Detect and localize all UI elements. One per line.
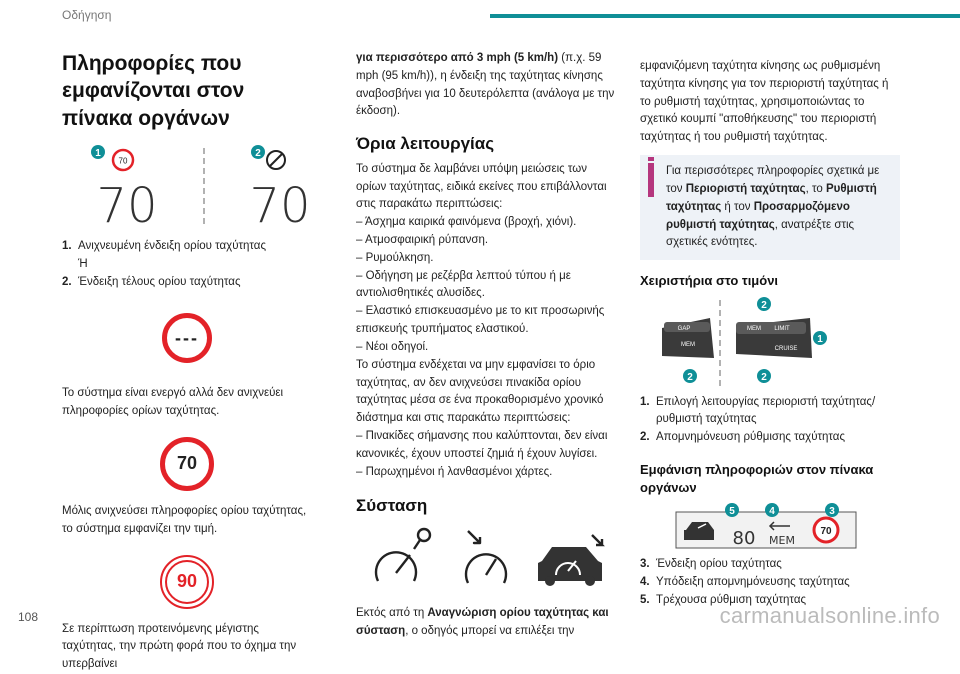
figure-badge-2b: 2 xyxy=(687,371,693,383)
figure-legend: 1. Ανιχνευμένη ένδειξη ορίου ταχύτητας Ή 2. Ένδειξη τέλους ορίου ταχύτητας xyxy=(62,239,266,288)
or-label: Ή xyxy=(78,257,88,270)
speed-limit-display-figure xyxy=(62,140,312,234)
figure-badge-2c: 2 xyxy=(761,371,767,383)
end-of-limit-icon xyxy=(267,151,285,169)
paragraph-displayed-speed: εμφανιζόμενη ταχύτητα κίνησης ως ρυθμισμένη ταχύτητα κίνησης για τον περιοριστή ταχύτητας ή το ρυθμιστή ταχύτητας, χρησιμοποιώντας το σχετικό κουμπί "αποθήκευσης" του περιοριστή ταχύτητας ή του ρυθμιστή ταχύτητας. xyxy=(640,60,889,144)
stalk-mem-right-label: MEM xyxy=(747,325,761,332)
heading-operating-limits: Όρια λειτουργίας xyxy=(356,134,495,154)
display-legend: 3. Ένδειξη ορίου ταχύτητας 4. Υπόδειξη απομνημόνευσης ταχύτητας 5. Τρέχουσα ρύθμιση ταχύτητας xyxy=(640,558,850,606)
paragraph-recommended: Σε περίπτωση προτεινόμενης μέγιστης ταχύτητας, την πρώτη φορά που το όχημα την υπερβαίνει xyxy=(62,622,297,671)
stalk-limit-label: LIMIT xyxy=(774,325,790,332)
speedometer-arrow-icon xyxy=(466,531,506,583)
header-accent-bar xyxy=(490,14,960,18)
speed-sign-dashes-icon: --- xyxy=(162,313,212,363)
figure-badge-2a: 2 xyxy=(761,299,767,311)
stalk-gap-label: GAP xyxy=(677,325,691,332)
stalk-mem-left-label: MEM xyxy=(681,341,695,348)
small-sign-value: 70 xyxy=(118,156,128,166)
column-3 xyxy=(640,50,900,610)
speed-sign-70-icon: 70 xyxy=(160,437,214,491)
running-header: Οδήγηση xyxy=(62,8,112,22)
instrument-display-figure xyxy=(640,502,900,550)
page-number: 108 xyxy=(18,610,39,624)
paragraph-detected: Μόλις ανιχνεύσει πληροφορίες ορίου ταχύτητας, το σύστημα εμφανίζει την τιμή. xyxy=(62,504,307,535)
info-icon xyxy=(648,163,654,197)
watermark: carmanualsonline.info xyxy=(719,603,940,628)
paragraph-system-active: Το σύστημα είναι ενεργό αλλά δεν ανιχνεύει πληροφορίες ορίων ταχύτητας. xyxy=(62,387,284,418)
speed-sign-90-icon: 90 xyxy=(160,555,214,609)
figure-badge-3: 3 xyxy=(829,506,835,518)
heading-display-info: Εμφάνιση πληροφοριών στον πίνακα οργάνων xyxy=(640,462,874,495)
right-stalk-icon xyxy=(736,318,812,358)
section-title: Πληροφορίες που εμφανίζονται στον πίνακα οργάνων xyxy=(62,52,245,130)
heading-steering-controls: Χειριστήρια στο τιμόνι xyxy=(640,273,779,289)
stalk-cruise-label: CRUISE xyxy=(774,345,798,352)
speedometer-pin-icon xyxy=(376,529,430,581)
figure-badge-4: 4 xyxy=(769,506,775,518)
display-speed-1: 70 xyxy=(96,177,158,234)
info-box: Για περισσότερες πληροφορίες σχετικά με τον Περιοριστή ταχύτητας, το Ρυθμιστή ταχύτητας ή τον Προσαρμοζόμενο ρυθμιστή ταχύτητας, ανατρέξτε στις σχετικές ενότητες. xyxy=(640,155,900,260)
left-stalk-icon xyxy=(662,318,714,358)
paragraph-limits: Το σύστημα δε λαμβάνει υπόψη μειώσεις των ορίων ταχύτητας, ειδικά εκείνες που επιβάλλονται στις παρακάτω περιπτώσεις: – Άσχημα καιρικά φαινόμενα (βροχή, χιόνι). – Ατμοσφαιρική ρύπανση. – Ρυμούλκηση. – Οδήγηση με ρεζέρβα λεπτού τύπου ή με αντιολισθητικές αλυσίδες. – Ελαστικό επισκευασμένο με το κιτ προσωρινής επισκευής τρυπήματος ελαστικού. – Νέοι οδηγοί. Το σύστημα ενδέχεται να μην εμφανίσει το όριο ταχύτητας, αν δεν ανιχνεύσει πινακίδα ορίου ταχύτητας μέσα σε ένα προκαθορισμένο χρονικό διάστημα και στις παρακάτω περιπτώσεις: – Πινακίδες σήμανσης που καλύπτονται, δεν είναι κανονικές, έχουν υποστεί ζημιά ή έχουν λυγίσει. – Παρωχημένοι ή λανθασμένοι χάρτες. xyxy=(356,162,608,478)
paragraph-continuation: για περισσότερο από 3 mph (5 km/h) (π.χ. 59 mph (95 km/h)), η ένδειξη της ταχύτητας κίνησης αναβοσβήνει για 10 δευτερόλεπτα (ανάλογα με την έκδοση). xyxy=(356,52,615,118)
steering-controls-figure xyxy=(640,296,900,388)
display-sign-value: 70 xyxy=(820,526,832,538)
car-speedometer-icon xyxy=(538,535,602,586)
display-speed-2: 70 xyxy=(249,177,311,234)
figure-badge-5: 5 xyxy=(729,506,735,518)
steering-legend: 1. Επιλογή λειτουργίας περιοριστή ταχύτητας/ ρυθμιστή ταχύτητας 2. Απομνημόνευση ρύθμισης ταχύτητας xyxy=(640,395,876,444)
column-2 xyxy=(356,50,616,641)
recommendation-icons-figure xyxy=(356,525,616,595)
column-1 xyxy=(62,50,312,674)
display-current-speed: 80 xyxy=(732,528,756,550)
figure-badge-1: 1 xyxy=(95,147,101,159)
display-mem-label: MEM xyxy=(769,534,795,548)
figure-badge-2: 2 xyxy=(255,147,261,159)
figure-badge-1: 1 xyxy=(817,333,823,345)
heading-recommendation: Σύσταση xyxy=(356,496,428,516)
paragraph-store-speed: Εκτός από τη Αναγνώριση ορίου ταχύτητας και σύσταση, ο οδηγός μπορεί να επιλέξει την xyxy=(356,606,609,637)
